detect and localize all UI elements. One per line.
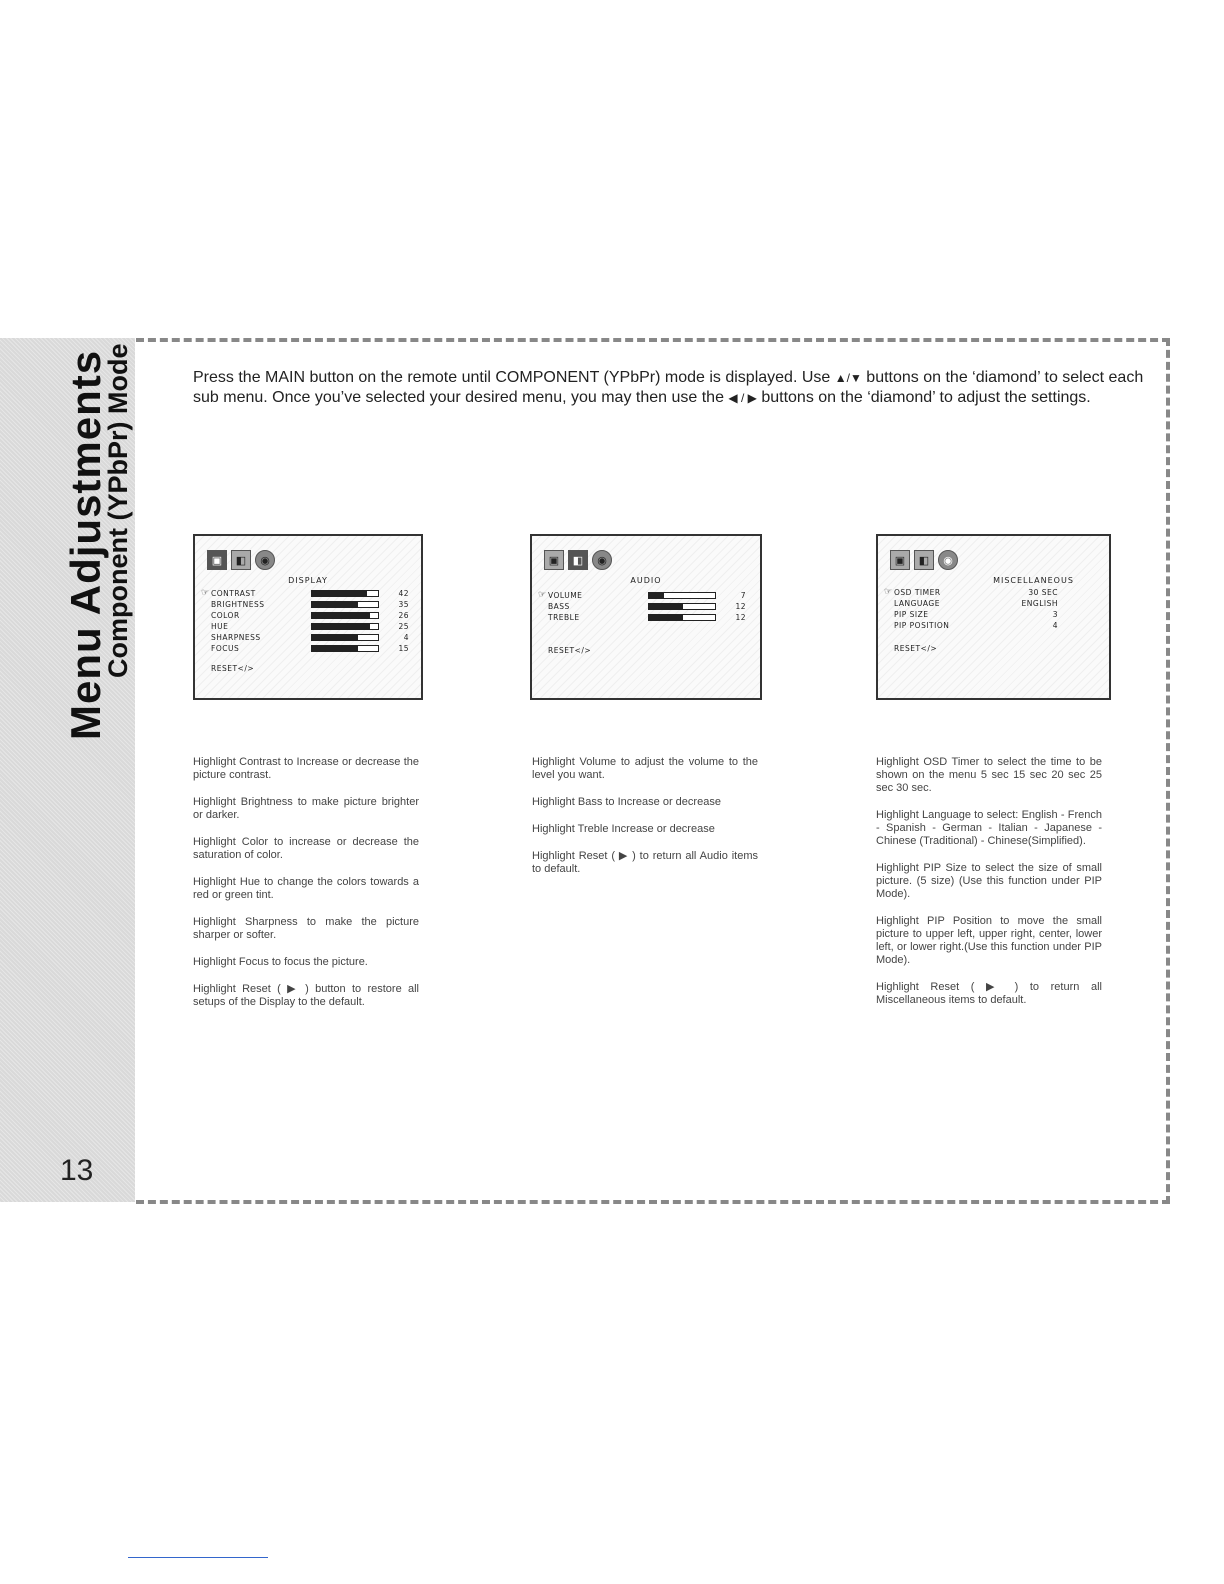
osd-item-label: PIP SIZE: [894, 610, 929, 619]
display-tab-icon: ▣: [207, 550, 227, 570]
description-paragraph: Highlight PIP Position to move the small picture to upper left, upper right, center, lower left, or lower right.(Use this function under PIP Mode).: [876, 915, 1102, 966]
osd-item-value: 26: [398, 611, 409, 620]
osd-title: DISPLAY: [288, 576, 328, 585]
pointer-hand-icon: ☞: [884, 587, 893, 597]
osd-level-bar: [648, 614, 716, 621]
osd-level-fill: [649, 615, 683, 620]
osd-item-value: 12: [735, 613, 746, 622]
audio-tab-icon: ◧: [231, 550, 251, 570]
osd-row[interactable]: [894, 610, 1154, 621]
misc-tab-icon: ◉: [938, 550, 958, 570]
osd-item-label: LANGUAGE: [894, 599, 940, 608]
osd-item-value: 35: [398, 600, 409, 609]
display-description-column: [193, 756, 419, 1023]
description-paragraph: Highlight Color to increase or decrease the saturation of color.: [193, 836, 419, 861]
osd-item-label: BASS: [548, 602, 570, 611]
osd-tab-icons: [544, 550, 612, 570]
osd-item-label: OSD TIMER: [894, 588, 941, 597]
description-paragraph: Highlight Contrast to Increase or decrease the picture contrast.: [193, 756, 419, 781]
osd-row[interactable]: [201, 588, 471, 600]
osd-title: AUDIO: [630, 576, 662, 585]
osd-item-value: 4: [403, 633, 409, 642]
description-paragraph: Highlight Focus to focus the picture.: [193, 956, 368, 968]
osd-tab-icons: [890, 550, 958, 570]
osd-item-label: PIP POSITION: [894, 621, 950, 630]
intro-line1-b: buttons on the ‘diamond’ to select each: [866, 369, 1144, 386]
osd-item-label: TREBLE: [548, 613, 580, 622]
osd-item-value: 7: [740, 591, 746, 600]
osd-level-fill: [649, 604, 683, 609]
description-paragraph: Highlight Reset ( ▶ ) button to restore all setups of the Display to the default.: [193, 983, 419, 1008]
display-tab-icon: ▣: [890, 550, 910, 570]
description-paragraph: Highlight Brightness to make picture brighter or darker.: [193, 796, 419, 821]
sidebar: [0, 338, 135, 1202]
description-paragraph: Highlight Hue to change the colors towards a red or green tint.: [193, 876, 419, 901]
osd-level-bar: [311, 601, 379, 608]
footer-rule: [128, 1557, 268, 1558]
osd-row[interactable]: [548, 602, 808, 613]
osd-tab-icons: [207, 550, 275, 570]
osd-title: MISCELLANEOUS: [993, 576, 1074, 585]
osd-item-label: COLOR: [211, 611, 240, 620]
osd-item-label: BRIGHTNESS: [211, 600, 265, 609]
osd-level-fill: [312, 646, 358, 651]
osd-item-label: FOCUS: [211, 644, 240, 653]
osd-row[interactable]: [884, 587, 1154, 599]
misc-description-column: [876, 756, 1102, 1021]
osd-level-fill: [649, 593, 664, 598]
osd-reset: RESET</>: [211, 664, 255, 673]
osd-level-fill: [312, 591, 367, 596]
pointer-hand-icon: ☞: [201, 588, 210, 598]
intro-text: [193, 368, 1153, 408]
description-paragraph: Highlight Reset ( ▶ ) to return all Audio items to default.: [532, 850, 758, 875]
osd-level-fill: [312, 624, 370, 629]
osd-item-value: 30 SEC: [1028, 588, 1058, 597]
osd-row[interactable]: [538, 590, 808, 602]
osd-level-bar: [311, 623, 379, 630]
pointer-hand-icon: ☞: [538, 590, 547, 600]
description-paragraph: Highlight Sharpness to make the picture sharper or softer.: [193, 916, 419, 941]
sidebar-subtitle: Component (YPbPr) Mode: [103, 343, 133, 678]
misc-tab-icon: ◉: [255, 550, 275, 570]
audio-tab-icon: ◧: [914, 550, 934, 570]
osd-reset: RESET</>: [548, 646, 592, 655]
osd-item-value: 12: [735, 602, 746, 611]
sidebar-title: Menu Adjustments: [62, 349, 109, 740]
osd-level-fill: [312, 613, 370, 618]
description-paragraph: Highlight Language to select: English - French - Spanish - German - Italian - Japanese - Chinese (Traditional) - Chinese(Simplified).: [876, 809, 1102, 847]
description-paragraph: Highlight PIP Size to select the size of small picture. (5 size) (Use this function under PIP Mode).: [876, 862, 1102, 900]
osd-row[interactable]: [211, 622, 471, 633]
osd-reset: RESET</>: [894, 644, 938, 653]
audio-osd-screen: [530, 534, 762, 700]
osd-level-bar: [648, 603, 716, 610]
intro-line2-a: sub menu. Once you’ve selected your desired menu, you may then use the: [193, 389, 724, 406]
misc-tab-icon: ◉: [592, 550, 612, 570]
intro-line2-b: buttons on the ‘diamond’ to adjust the settings.: [761, 389, 1091, 406]
description-paragraph: Highlight Reset ( ▶ ) to return all Miscellaneous items to default.: [876, 981, 1102, 1006]
misc-osd-screen: [876, 534, 1111, 700]
osd-item-value: 3: [1052, 610, 1058, 619]
osd-row[interactable]: [894, 621, 1154, 632]
osd-level-bar: [311, 645, 379, 652]
osd-item-value: 4: [1052, 621, 1058, 630]
osd-level-fill: [312, 602, 358, 607]
osd-level-bar: [311, 634, 379, 641]
description-paragraph: Highlight OSD Timer to select the time to be shown on the menu 5 sec 15 sec 20 sec 25 sec 30 sec.: [876, 756, 1102, 794]
osd-row[interactable]: [548, 613, 808, 624]
display-tab-icon: ▣: [544, 550, 564, 570]
audio-description-column: [532, 756, 758, 890]
osd-row[interactable]: [211, 611, 471, 622]
osd-level-fill: [312, 635, 358, 640]
page-number: 13: [60, 1154, 94, 1187]
left-right-arrow-icon: ◀ / ▶: [728, 391, 757, 405]
osd-item-label: HUE: [211, 622, 229, 631]
osd-item-label: CONTRAST: [211, 589, 256, 598]
up-down-arrow-icon: ▲/▼: [834, 371, 862, 385]
osd-level-bar: [648, 592, 716, 599]
osd-item-value: 42: [398, 589, 409, 598]
osd-item-value: 25: [398, 622, 409, 631]
osd-level-bar: [311, 612, 379, 619]
osd-row[interactable]: [211, 644, 471, 655]
osd-item-label: SHARPNESS: [211, 633, 261, 642]
description-paragraph: Highlight Volume to adjust the volume to the level you want.: [532, 756, 758, 781]
osd-item-label: VOLUME: [548, 591, 583, 600]
osd-item-value: ENGLISH: [1021, 599, 1058, 608]
description-paragraph: Highlight Bass to Increase or decrease: [532, 796, 721, 808]
osd-level-bar: [311, 590, 379, 597]
osd-row[interactable]: [211, 633, 471, 644]
display-osd-screen: [193, 534, 423, 700]
osd-row[interactable]: [211, 600, 471, 611]
intro-line1-a: Press the MAIN button on the remote until COMPONENT (YPbPr) mode is displayed. Use: [193, 369, 831, 386]
osd-row[interactable]: [894, 599, 1154, 610]
audio-tab-icon: ◧: [568, 550, 588, 570]
description-paragraph: Highlight Treble Increase or decrease: [532, 823, 715, 835]
osd-item-value: 15: [398, 644, 409, 653]
